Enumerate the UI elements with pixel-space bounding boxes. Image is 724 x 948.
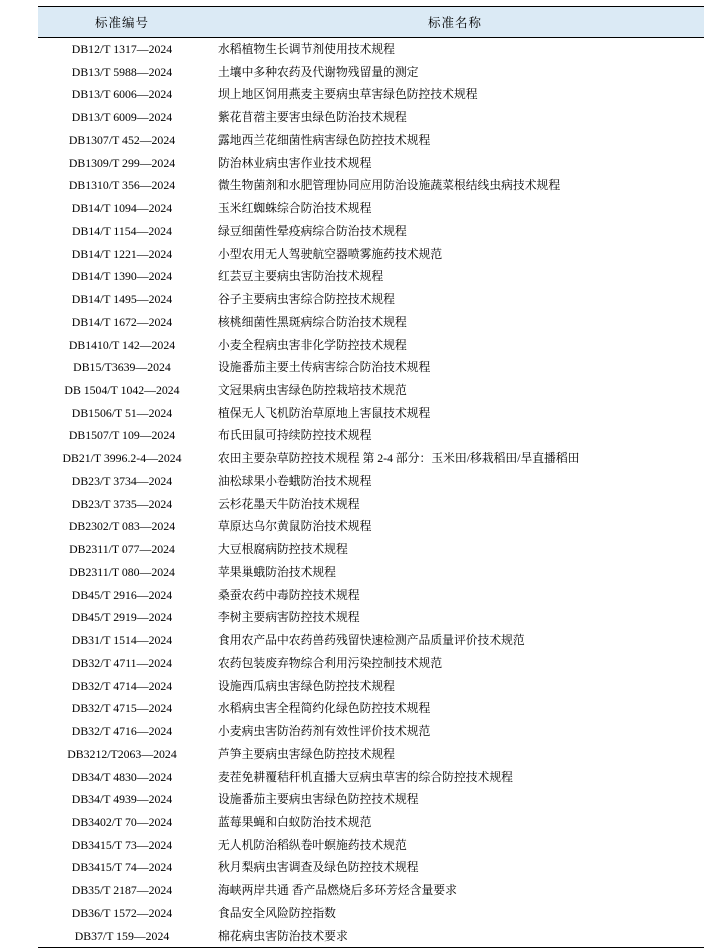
cell-standard-code: DB14/T 1094—2024	[71, 201, 173, 216]
cell-standard-name: 土壤中多种农药及代谢物残留量的测定	[218, 64, 419, 79]
table-header-row	[38, 7, 704, 38]
table-row	[38, 220, 704, 243]
table-row	[38, 856, 704, 879]
cell-standard-name: 苹果巢蛾防治技术规程	[218, 564, 336, 579]
cell-standard-code: DB37/T 159—2024	[38, 925, 206, 948]
cell-standard-code: DB1507/T 109—2024	[68, 428, 176, 443]
cell-standard-name: 水稻病虫害全程简约化绿色防控技术规程	[218, 701, 431, 716]
table-row	[38, 675, 704, 698]
table-row	[38, 697, 704, 720]
cell-standard-name: 芦笋主要病虫害绿色防控技术规程	[218, 746, 395, 761]
table-row	[38, 402, 704, 425]
cell-standard-code: DB 1504/T 1042—2024	[64, 383, 180, 398]
cell-standard-name: 油松球果小卷蛾防治技术规程	[218, 473, 372, 488]
cell-standard-name: 李树主要病害防控技术规程	[218, 610, 360, 625]
cell-standard-code: DB14/T 1672—2024	[71, 314, 173, 329]
table-row	[38, 561, 704, 584]
cell-standard-code: DB45/T 2919—2024	[71, 610, 173, 625]
table-row	[38, 515, 704, 538]
cell-standard-code: DB35/T 2187—2024	[71, 883, 173, 898]
cell-standard-name: 大豆根腐病防控技术规程	[218, 542, 348, 557]
cell-standard-name: 设施番茄主要土传病害综合防治技术规程	[218, 360, 431, 375]
cell-standard-code: DB32/T 4714—2024	[71, 678, 173, 693]
cell-standard-code: DB2311/T 080—2024	[69, 564, 175, 579]
cell-standard-name: 红芸豆主要病虫害防治技术规程	[218, 269, 384, 284]
table-row	[38, 379, 704, 402]
table-row	[38, 152, 704, 175]
cell-standard-name: 麦茬免耕覆秸秆机直播大豆病虫草害的综合防控技术规程	[218, 769, 513, 784]
table-row	[38, 766, 704, 789]
cell-standard-name: 小麦全程病虫害非化学防控技术规程	[218, 337, 407, 352]
cell-standard-name: 蓝莓果蝇和白蚁防治技术规范	[218, 814, 372, 829]
table-row	[38, 447, 704, 470]
cell-standard-name: 设施西瓜病虫害绿色防控技术规程	[218, 678, 395, 693]
column-header-code: 标准编号	[38, 7, 206, 38]
table-row	[38, 129, 704, 152]
cell-standard-code: DB15/T3639—2024	[73, 360, 171, 375]
cell-standard-code: DB14/T 1221—2024	[71, 246, 173, 261]
cell-standard-name: 食品安全风险防控指数	[218, 905, 336, 920]
cell-standard-code: DB34/T 4830—2024	[71, 769, 173, 784]
cell-standard-code: DB21/T 3996.2-4—2024	[62, 451, 182, 466]
cell-standard-name: 微生物菌剂和水肥管理协同应用防治设施蔬菜根结线虫病技术规程	[218, 178, 561, 193]
column-header-name: 标准名称	[206, 7, 704, 38]
cell-standard-name: 谷子主要病虫害综合防控技术规程	[218, 292, 395, 307]
cell-standard-code: DB2311/T 077—2024	[69, 542, 175, 557]
table-row	[38, 879, 704, 902]
cell-standard-code: DB1309/T 299—2024	[68, 155, 176, 170]
cell-standard-code: DB3415/T 73—2024	[71, 837, 173, 852]
table-row	[38, 83, 704, 106]
cell-standard-name: 无人机防治稻纵卷叶螟施药技术规范	[218, 837, 407, 852]
cell-standard-code: DB36/T 1572—2024	[71, 905, 173, 920]
cell-standard-name: 农药包装废弃物综合利用污染控制技术规范	[218, 655, 443, 670]
cell-standard-code: DB1310/T 356—2024	[68, 178, 176, 193]
table-body	[38, 38, 704, 948]
cell-standard-name: 桑蚕农药中毒防控技术规程	[218, 587, 360, 602]
table-row	[38, 311, 704, 334]
table-row	[38, 174, 704, 197]
table-row	[38, 243, 704, 266]
cell-standard-code: DB14/T 1495—2024	[71, 292, 173, 307]
cell-standard-name: 小型农用无人驾驶航空器喷雾施药技术规范	[218, 246, 443, 261]
cell-standard-name: 布氏田鼠可持续防控技术规程	[218, 428, 372, 443]
cell-standard-name: 防治林业病虫害作业技术规程	[218, 155, 372, 170]
cell-standard-code: DB2302/T 083—2024	[68, 519, 176, 534]
cell-standard-code: DB1307/T 452—2024	[68, 132, 176, 147]
table-row	[38, 493, 704, 516]
table-row	[38, 356, 704, 379]
cell-standard-code: DB14/T 1154—2024	[72, 223, 172, 238]
cell-standard-code: DB1506/T 51—2024	[71, 405, 173, 420]
table-row	[38, 424, 704, 447]
table-row	[38, 470, 704, 493]
table-row	[38, 788, 704, 811]
table-row	[38, 61, 704, 84]
cell-standard-name: 小麦病虫害防治药剂有效性评价技术规范	[218, 724, 431, 739]
cell-standard-code: DB23/T 3735—2024	[71, 496, 173, 511]
cell-standard-name: 棉花病虫害防治技术要求	[206, 925, 704, 948]
cell-standard-name: 坝上地区饲用燕麦主要病虫草害绿色防控技术规程	[218, 87, 478, 102]
cell-standard-code: DB32/T 4711—2024	[72, 655, 172, 670]
cell-standard-name: 云杉花墨天牛防治技术规程	[218, 496, 360, 511]
table-row	[38, 288, 704, 311]
table-row	[38, 925, 704, 948]
cell-standard-code: DB13/T 6006—2024	[71, 87, 173, 102]
cell-standard-name: 农田主要杂草防控技术规程 第 2-4 部分：玉米田/移栽稻田/旱直播稻田	[218, 451, 580, 466]
cell-standard-code: DB12/T 1317—2024	[71, 42, 173, 56]
cell-standard-code: DB1410/T 142—2024	[68, 337, 176, 352]
table-row	[38, 811, 704, 834]
table-row	[38, 334, 704, 357]
table-row	[38, 902, 704, 925]
cell-standard-code: DB3212/T2063—2024	[67, 746, 177, 761]
cell-standard-code: DB3415/T 74—2024	[71, 860, 173, 875]
table-row	[38, 834, 704, 857]
standards-table	[38, 6, 704, 948]
cell-standard-name: 文冠果病虫害绿色防控栽培技术规范	[218, 383, 407, 398]
table-header	[38, 7, 704, 38]
cell-standard-code: DB31/T 1514—2024	[71, 633, 173, 648]
cell-standard-code: DB3402/T 70—2024	[71, 814, 173, 829]
cell-standard-code: DB32/T 4716—2024	[71, 724, 173, 739]
table-row	[38, 538, 704, 561]
cell-standard-code: DB13/T 5988—2024	[71, 64, 173, 79]
cell-standard-name: 水稻植物生长调节剂使用技术规程	[218, 42, 395, 56]
cell-standard-name: 植保无人飞机防治草原地上害鼠技术规程	[218, 405, 431, 420]
cell-standard-name: 海峡两岸共通 香产品燃烧后多环芳烃含量要求	[218, 883, 457, 898]
cell-standard-name: 露地西兰花细菌性病害绿色防控技术规程	[218, 132, 431, 147]
table-row	[38, 38, 704, 61]
cell-standard-name: 核桃细菌性黑斑病综合防治技术规程	[218, 314, 407, 329]
cell-standard-name: 紫花苜蓿主要害虫绿色防治技术规程	[218, 110, 407, 125]
table-row	[38, 652, 704, 675]
cell-standard-code: DB23/T 3734—2024	[71, 473, 173, 488]
cell-standard-code: DB32/T 4715—2024	[71, 701, 173, 716]
cell-standard-name: 秋月梨病虫害调查及绿色防控技术规程	[218, 860, 419, 875]
table-row	[38, 720, 704, 743]
cell-standard-name: 食用农产品中农药兽药残留快速检测产品质量评价技术规范	[218, 633, 525, 648]
cell-standard-code: DB34/T 4939—2024	[71, 792, 173, 807]
table-row	[38, 106, 704, 129]
cell-standard-name: 设施番茄主要病虫害绿色防控技术规程	[218, 792, 419, 807]
table-row	[38, 629, 704, 652]
cell-standard-code: DB45/T 2916—2024	[71, 587, 173, 602]
cell-standard-name: 玉米红蜘蛛综合防治技术规程	[218, 201, 372, 216]
table-row	[38, 265, 704, 288]
table-row	[38, 584, 704, 607]
cell-standard-code: DB13/T 6009—2024	[71, 110, 173, 125]
cell-standard-name: 草原达乌尔黄鼠防治技术规程	[218, 519, 372, 534]
cell-standard-code: DB14/T 1390—2024	[71, 269, 173, 284]
table-row	[38, 606, 704, 629]
table-row	[38, 197, 704, 220]
table-row	[38, 743, 704, 766]
cell-standard-name: 绿豆细菌性晕疫病综合防治技术规程	[218, 223, 407, 238]
